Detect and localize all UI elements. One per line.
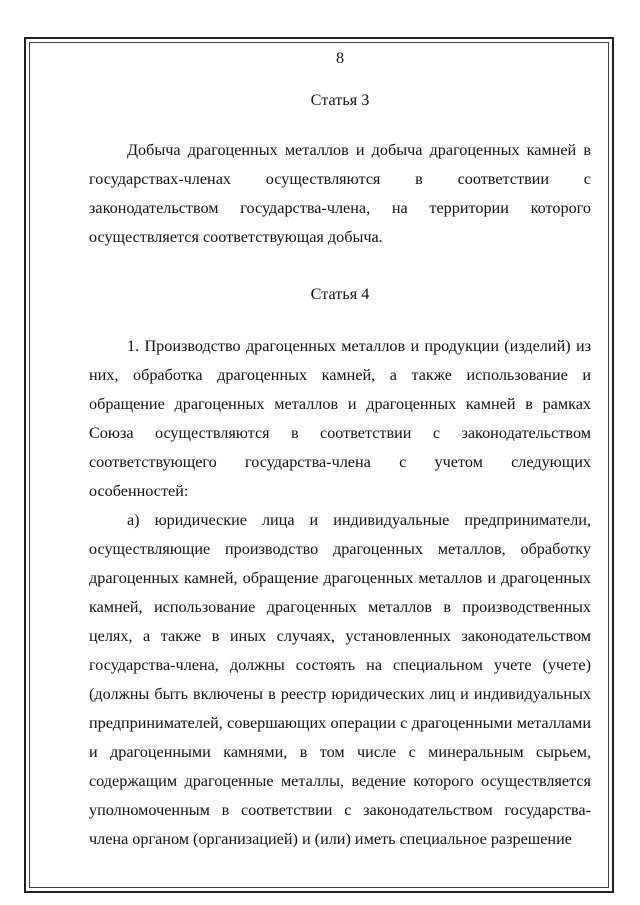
article-4-heading: Статья 4	[310, 285, 370, 303]
article-3-paragraph: Добыча драгоценных металлов и добыча драгоценных камней в государствах-членах осуществляются в соответствии с законодательством государства-члена, на территории которого осуществляется соответствующая добыча.	[89, 141, 591, 246]
page-number: 8	[335, 49, 345, 67]
document-body	[89, 44, 591, 854]
article-3-heading: Статья 3	[310, 91, 370, 109]
article-4-item-1: 1. Производство драгоценных металлов и продукции (изделий) из них, обработка драгоценных камней, а также использование и обращение драгоценных металлов и драгоценных камней в рамках Союза осуществляются в соответствии с законодательством соответствующего государства-члена с учетом следующих особенностей:	[89, 337, 591, 500]
article-4-subitem-a: а) юридические лица и индивидуальные предприниматели, осуществляющие производство драгоценных металлов, обработку драгоценных камней, обращение драгоценных металлов и драгоценных камней, использование драгоценных металлов в производственных целях, а также в иных случаях, установленных законодательством государства-члена, должны состоять на специальном учете (учете) (должны быть включены в реестр юридических лиц и индивидуальных предпринимателей, совершающих операции с драгоценными металлами и драгоценными камнями, в том числе с минеральным сырьем, содержащим драгоценные металлы, ведение которого осуществляется уполномоченным в соответствии с законодательством государства-члена органом (организацией) и (или) иметь специальное разрешение	[89, 511, 591, 848]
